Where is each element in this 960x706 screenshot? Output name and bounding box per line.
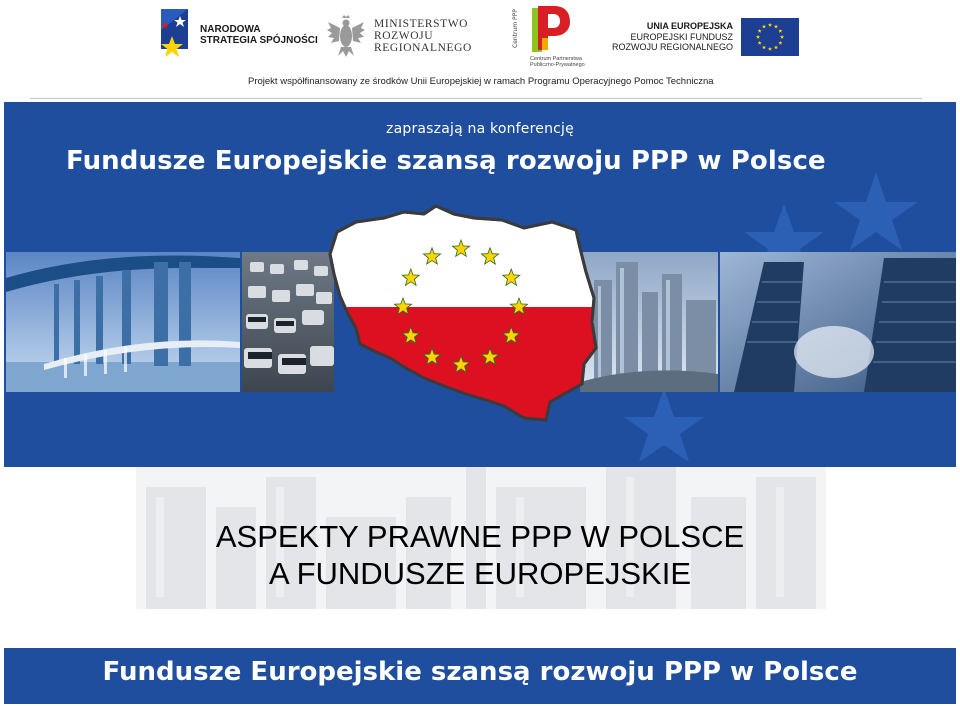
ppp-side-label: Centrum PPP bbox=[512, 9, 519, 49]
hero-banner bbox=[4, 102, 956, 467]
main-title-line-1: ASPEKTY PRAWNE PPP W POLSCE bbox=[215, 519, 745, 554]
mrr-line-2: ROZWOJU bbox=[374, 29, 434, 42]
footer-title: Fundusze Europejskie szansą rozwoju PPP w Polsce bbox=[102, 657, 858, 687]
mrr-line-3: REGIONALNEGO bbox=[374, 42, 472, 55]
invite-text: zapraszają na konferencję bbox=[386, 121, 574, 137]
eagle-emblem-icon bbox=[326, 14, 366, 58]
ppp-letter-logo bbox=[524, 4, 572, 56]
main-title-line-2: A FUNDUSZE EUROPEJSKIE bbox=[268, 556, 692, 591]
star-flag-icon bbox=[158, 6, 194, 64]
hero-title: Fundusze Europejskie szansą rozwoju PPP w Polsce bbox=[66, 146, 826, 176]
ppp-caption-2: Publiczno-Prywatnego bbox=[530, 62, 585, 69]
ue-line-2: EUROPEJSKI FUNDUSZ bbox=[630, 31, 734, 42]
ppp-caption-1: Centrum Partnerstwa bbox=[530, 56, 582, 62]
poland-map bbox=[324, 206, 604, 427]
ue-line-1: UNIA EUROPEJSKA bbox=[646, 21, 734, 32]
header-divider bbox=[30, 98, 922, 99]
logo-ministerstwo-rozwoju-regionalnego bbox=[326, 14, 472, 58]
mrr-line-1: MINISTERSTWO bbox=[374, 17, 469, 30]
logo-bar bbox=[0, 0, 960, 87]
nss-line-2: STRATEGIA SPÓJNOŚCI bbox=[200, 35, 318, 46]
footer-banner bbox=[4, 648, 956, 704]
logo-unia-europejska bbox=[612, 18, 799, 56]
nss-line-1: NARODOWA bbox=[200, 23, 261, 35]
logo-narodowa-strategia-spojnosci bbox=[158, 6, 318, 64]
main-title bbox=[0, 518, 960, 592]
project-cofinancing-note: Projekt współfinansowany ze środków Unii Europejskiej w ramach Programu Operacyjnego Pomoc Techniczna bbox=[248, 76, 714, 87]
eu-flag-icon bbox=[741, 18, 799, 56]
ue-line-3: ROZWOJU REGIONALNEGO bbox=[612, 42, 734, 53]
